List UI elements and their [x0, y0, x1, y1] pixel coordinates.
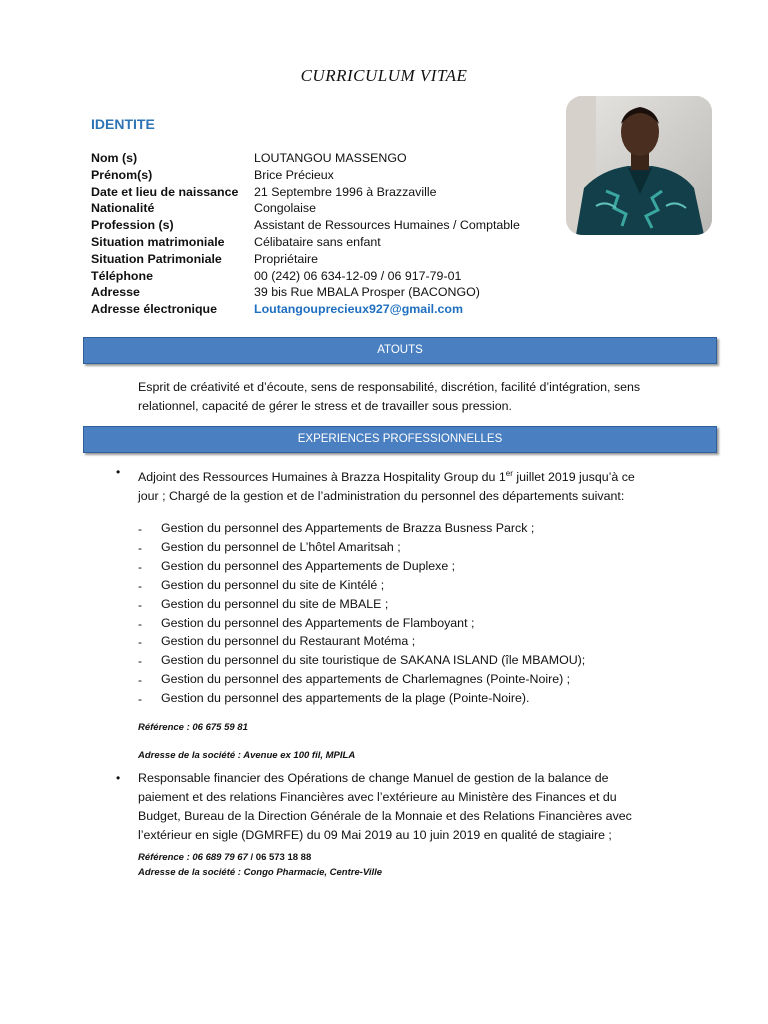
dash-icon: -: [138, 579, 142, 593]
bullet-icon: •: [116, 465, 121, 479]
dash-icon: -: [138, 654, 142, 668]
identity-label: Nationalité: [91, 201, 155, 216]
experience-2-address: Adresse de la société : Congo Pharmacie, Centre-Ville: [138, 867, 383, 878]
identity-value: Brice Précieux: [254, 167, 334, 182]
experiences-banner: EXPERIENCES PROFESSIONNELLES: [83, 426, 717, 453]
experience-1-address: Adresse de la société : Avenue ex 100 fil, MPILA: [138, 750, 356, 761]
identity-value: 00 (242) 06 634-12-09 / 06 917-79-01: [254, 268, 462, 283]
experience-1-item: Gestion du personnel du Restaurant Motéma ;: [161, 634, 416, 648]
identity-label: Situation matrimoniale: [91, 234, 225, 249]
experience-1-item: Gestion du personnel du site de MBALE ;: [161, 597, 389, 611]
experience-1-item: Gestion du personnel du site touristique de SAKANA ISLAND (île MBAMOU);: [161, 653, 586, 667]
experience-1-part: Adjoint des Ressources Humaines à Brazza Hospitality Group du 1: [138, 470, 506, 485]
identity-label: Adresse électronique: [91, 302, 218, 317]
identity-value: LOUTANGOU MASSENGO: [254, 151, 407, 165]
dash-icon: -: [138, 598, 142, 612]
experience-1-text: [138, 464, 698, 506]
atouts-line: Esprit de créativité et d’écoute, sens de responsabilité, discrétion, facilité d’intégration, sens: [138, 380, 641, 394]
dash-icon: -: [138, 673, 142, 687]
experience-1-part: juillet 2019 jusqu’à ce: [512, 470, 635, 485]
atouts-text: [138, 378, 698, 416]
reference-separator: /: [247, 852, 256, 863]
identity-label: Date et lieu de naissance: [91, 184, 239, 199]
experience-2-line: Responsable financier des Opérations de change Manuel de gestion de la balance de: [138, 771, 609, 785]
atouts-line: relationnel, capacité de gérer le stress et de travailler sous pression.: [138, 399, 512, 413]
identity-label: Profession (s): [91, 218, 174, 233]
reference-number: Référence : 06 689 79 67: [138, 852, 248, 863]
experience-2-line: Budget, Bureau de la Direction Générale de la Monnaie et des Relations Financières avec: [138, 809, 632, 823]
identity-value: Assistant de Ressources Humaines / Comptable: [254, 218, 520, 233]
email-link[interactable]: Loutangouprecieux927@gmail.com: [254, 302, 464, 317]
dash-icon: -: [138, 617, 142, 631]
experience-2-reference: [138, 852, 311, 863]
experience-1-item: Gestion du personnel des appartements de Charlemagnes (Pointe-Noire) ;: [161, 672, 571, 686]
identity-value: Célibataire sans enfant: [254, 234, 381, 249]
experience-2-line: paiement et des relations Financières avec l’extérieure au Ministère des Finances et du: [138, 790, 617, 804]
reference-number: 06 573 18 88: [255, 852, 312, 863]
dash-icon: -: [138, 692, 142, 706]
experience-1-item: Gestion du personnel du site de Kintélé ;: [161, 578, 385, 592]
profile-photo: [566, 96, 712, 235]
experience-1-sup: er: [505, 469, 513, 478]
identity-value: Congolaise: [254, 201, 316, 216]
experience-2-text: [138, 769, 698, 845]
identity-label: Nom (s): [91, 151, 138, 165]
experience-1-item: Gestion du personnel de L’hôtel Amaritsah ;: [161, 540, 401, 554]
dash-icon: -: [138, 560, 142, 574]
experience-1-line: [138, 464, 698, 487]
experience-1-item: Gestion du personnel des Appartements de Flamboyant ;: [161, 616, 475, 630]
experience-1-line: jour ; Chargé de la gestion et de l’administration du personnel des départements suivant:: [138, 489, 625, 504]
experience-1-item: Gestion du personnel des appartements de la plage (Pointe-Noire).: [161, 691, 530, 705]
identity-label: Téléphone: [91, 268, 153, 283]
dash-icon: -: [138, 522, 142, 536]
experience-2-line: l’extérieur en sigle (DGMRFE) du 09 Mai 2019 au 10 juin 2019 en qualité de stagiaire ;: [138, 828, 612, 842]
identite-heading: IDENTITE: [91, 116, 155, 132]
bullet-icon: •: [116, 771, 121, 785]
dash-icon: -: [138, 541, 142, 555]
atouts-banner: ATOUTS: [83, 337, 717, 364]
identity-value: 21 Septembre 1996 à Brazzaville: [254, 184, 437, 199]
identity-label: Prénom(s): [91, 167, 153, 182]
identity-value: Propriétaire: [254, 251, 319, 266]
identity-value: 39 bis Rue MBALA Prosper (BACONGO): [254, 285, 480, 300]
experience-1-reference: Référence : 06 675 59 81: [138, 722, 248, 733]
identity-label: Situation Patrimoniale: [91, 251, 222, 266]
experience-1-item: Gestion du personnel des Appartements de Brazza Busness Parck ;: [161, 521, 535, 535]
experience-1-item: Gestion du personnel des Appartements de Duplexe ;: [161, 559, 456, 573]
dash-icon: -: [138, 635, 142, 649]
document-title: CURRICULUM VITAE: [300, 66, 468, 85]
identity-label: Adresse: [91, 285, 140, 300]
